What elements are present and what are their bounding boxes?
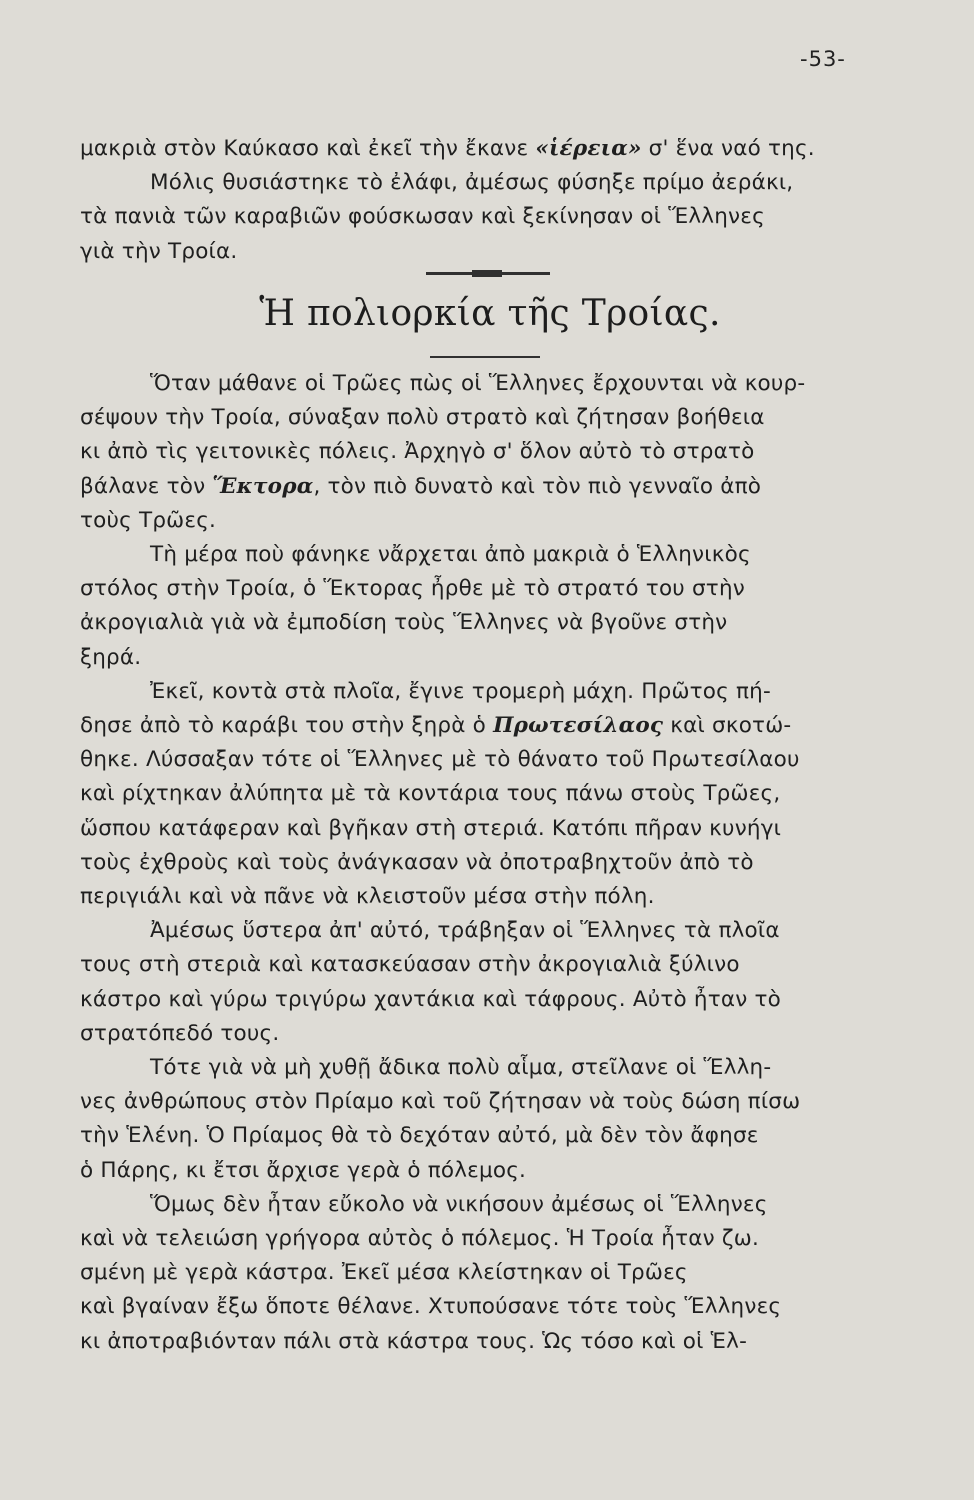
- section-body: [80, 367, 910, 1359]
- text-line: [80, 880, 910, 914]
- emphasized-word: «ἱέρεια»: [535, 136, 642, 161]
- text-run: σμένη μὲ γερὰ κάστρα. Ἐκεῖ μέσα κλείστηκαν οἱ Τρῶες: [80, 1260, 688, 1286]
- text-line: [80, 401, 910, 435]
- text-run: , τὸν πιὸ δυνατὸ καὶ τὸν πιὸ γενναῖο ἀπὸ: [313, 473, 762, 499]
- text-run: κι ἀπὸ τὶς γειτονικὲς πόλεις. Ἀρχηγὸ σ' ὅλον αὐτὸ τὸ στρατὸ: [80, 439, 755, 465]
- text-run: τους στὴ στεριὰ καὶ κατασκεύασαν στὴν ἀκρογιαλιὰ ξύλινο: [80, 952, 740, 978]
- text-line: [80, 367, 910, 401]
- text-line: [80, 572, 910, 606]
- text-run: περιγιάλι καὶ νὰ πᾶνε νὰ κλειστοῦν μέσα στὴν πόλη.: [80, 884, 655, 910]
- text-run: στόλος στὴν Τροία, ὁ Ἕκτορας ἦρθε μὲ τὸ στρατό του στὴν: [80, 576, 745, 602]
- text-run: καὶ ρίχτηκαν ἀλύπητα μὲ τὰ κοντάρια τους πάνω στοὺς Τρῶες,: [80, 781, 781, 807]
- text-line: [80, 435, 910, 469]
- text-line: [80, 914, 910, 948]
- text-line: [80, 1051, 910, 1085]
- emphasized-word: Ἕκτορα: [212, 473, 314, 499]
- text-line: [80, 606, 910, 640]
- text-line: [80, 504, 910, 538]
- text-line: [80, 235, 910, 269]
- emphasized-word: Πρωτεσίλαος: [493, 713, 664, 739]
- text-run: βάλανε τὸν: [80, 473, 213, 499]
- text-run: καὶ βγαίναν ἔξω ὅποτε θέλανε. Χτυπούσανε τότε τοὺς Ἕλληνες: [80, 1294, 782, 1320]
- text-run: Τότε γιὰ νὰ μὴ χυθῇ ἄδικα πολὺ αἷμα, στεῖλανε οἱ Ἕλλη-: [150, 1055, 772, 1081]
- text-line: [80, 1222, 910, 1256]
- text-run: κάστρο καὶ γύρω τριγύρω χαντάκια καὶ τάφρους. Αὐτὸ ἦταν τὸ: [80, 986, 781, 1012]
- text-run: στρατόπεδό τους.: [80, 1020, 280, 1046]
- text-line: [80, 641, 910, 675]
- text-line: [80, 983, 910, 1017]
- text-run: δησε ἀπὸ τὸ καράβι του στὴν ξηρὰ ὁ: [80, 713, 494, 739]
- text-line: [80, 948, 910, 982]
- text-line: [80, 1154, 910, 1188]
- text-run: Ἐκεῖ, κοντὰ στὰ πλοῖα, ἔγινε τρομερὴ μάχη. Πρῶτος πή-: [150, 678, 771, 704]
- text-line: [80, 1256, 910, 1290]
- text-line: [80, 1188, 910, 1222]
- text-line: [80, 166, 910, 200]
- text-run: σέψουν τὴν Τροία, σύναξαν πολὺ στρατὸ καὶ ζήτησαν βοήθεια: [80, 405, 765, 431]
- text-line: [80, 846, 910, 880]
- text-line: [80, 1119, 910, 1153]
- text-line: [80, 538, 910, 572]
- text-line: [80, 1325, 910, 1359]
- section-title: Ἡ πολιορκία τῆς Τροίας.: [259, 293, 721, 334]
- text-line: [80, 1017, 910, 1051]
- text-run: θηκε. Λύσσαξαν τότε οἱ Ἕλληνες μὲ τὸ θάνατο τοῦ Πρωτεσίλαου: [80, 747, 800, 773]
- text-line: [80, 200, 910, 234]
- text-line: [80, 675, 910, 709]
- text-run: ἀκρογιαλιὰ γιὰ νὰ ἐμποδίση τοὺς Ἕλληνες νὰ βγοῦνε στὴν: [80, 610, 728, 636]
- text-run: τοὺς Τρῶες.: [80, 507, 217, 533]
- text-run: καὶ νὰ τελειώση γρήγορα αὐτὸς ὁ πόλεμος. Ἡ Τροία ἦταν ζω.: [80, 1226, 760, 1252]
- text-run: ξηρά.: [80, 644, 142, 670]
- text-run: Μόλις θυσιάστηκε τὸ ἐλάφι, ἀμέσως φύσηξε πρίμο ἀεράκι,: [150, 170, 794, 196]
- text-run: γιὰ τὴν Τροία.: [80, 238, 238, 264]
- text-run: μακριὰ στὸν Καύκασο καὶ ἐκεῖ τὴν ἔκανε: [80, 136, 536, 161]
- opening-paragraph: [80, 132, 910, 269]
- ornamental-rule-bottom: [430, 356, 540, 358]
- ornamental-rule-top: [426, 272, 550, 275]
- text-run: ὁ Πάρης, κι ἔτσι ἄρχισε γερὰ ὁ πόλεμος.: [80, 1157, 527, 1183]
- text-run: νες ἀνθρώπους στὸν Πρίαμο καὶ τοῦ ζήτησαν νὰ τοὺς δώση πίσω: [80, 1089, 801, 1115]
- text-run: κι ἀποτραβιόνταν πάλι στὰ κάστρα τους. Ὡς τόσο καὶ οἱ Ἑλ-: [80, 1328, 748, 1354]
- text-line: [80, 1290, 910, 1324]
- text-line: [80, 812, 910, 846]
- text-line: [80, 743, 910, 777]
- text-run: Τὴ μέρα ποὺ φάνηκε νἄρχεται ἀπὸ μακριὰ ὁ Ἑλληνικὸς: [150, 542, 751, 568]
- text-line: [80, 777, 910, 811]
- text-run: τὴν Ἑλένη. Ὁ Πρίαμος θὰ τὸ δεχόταν αὐτό, μὰ δὲν τὸν ἄφησε: [80, 1123, 759, 1149]
- text-run: Ὅμως δὲν ἦταν εὔκολο νὰ νικήσουν ἀμέσως οἱ Ἕλληνες: [150, 1191, 768, 1217]
- text-line: [80, 470, 910, 504]
- text-run: τοὺς ἐχθροὺς καὶ τοὺς ἀνάγκασαν νὰ ὀποτραβηχτοῦν ἀπὸ τὸ: [80, 849, 754, 875]
- text-run: τὰ πανιὰ τῶν καραβιῶν φούσκωσαν καὶ ξεκίνησαν οἱ Ἕλληνες: [80, 204, 765, 230]
- text-line: [80, 1085, 910, 1119]
- text-run: ὥσπου κατάφεραν καὶ βγῆκαν στὴ στεριά. Κατόπι πῆραν κυνήγι: [80, 815, 782, 841]
- page-number: -53-: [800, 47, 846, 71]
- text-run: Ἀμέσως ὕστερα ἀπ' αὐτό, τράβηξαν οἱ Ἕλληνες τὰ πλοῖα: [150, 918, 780, 944]
- text-line: [80, 132, 910, 166]
- text-run: σ' ἕνα ναό της.: [641, 136, 815, 161]
- text-run: Ὅταν μάθανε οἱ Τρῶες πὼς οἱ Ἕλληνες ἔρχουνται νὰ κουρ-: [150, 371, 806, 396]
- text-run: καὶ σκοτώ-: [663, 713, 792, 739]
- text-line: [80, 709, 910, 743]
